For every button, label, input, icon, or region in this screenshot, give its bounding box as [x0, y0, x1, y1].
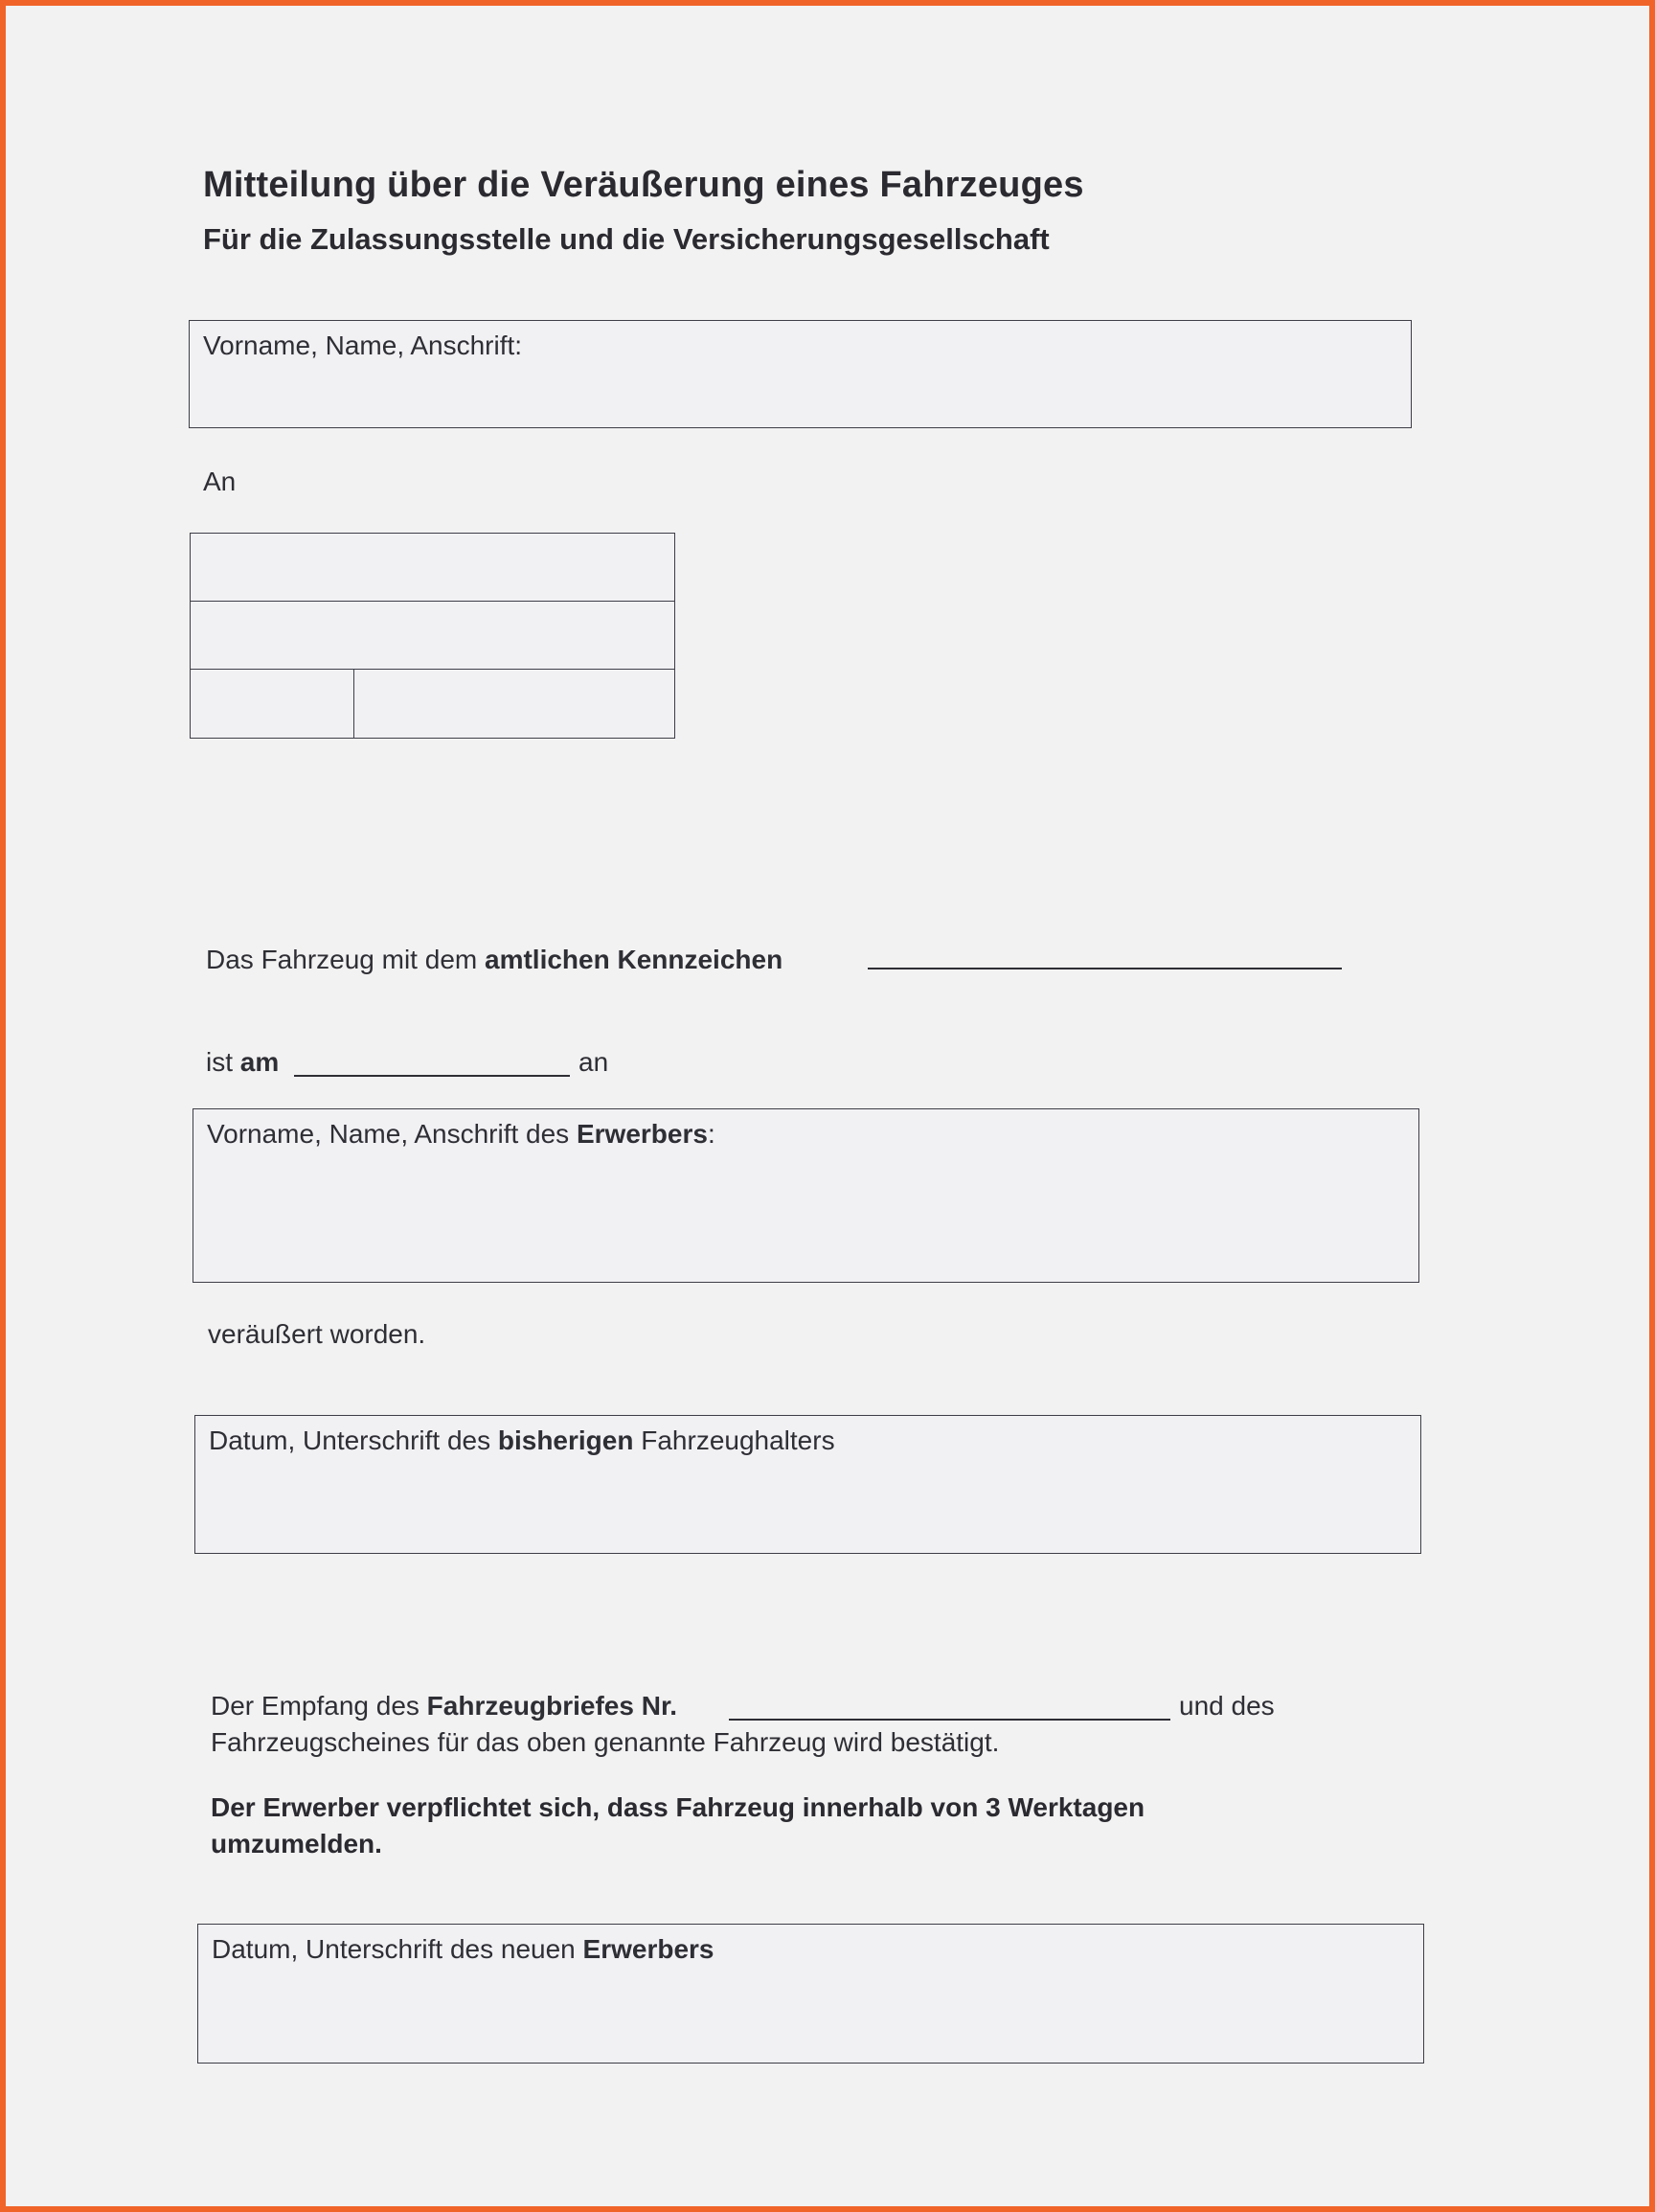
- seller-signature-label: Datum, Unterschrift des bisherigen Fahrzeughalters: [209, 1425, 835, 1455]
- sale-date-prefix: ist: [206, 1047, 240, 1077]
- recipient-label: An: [203, 467, 237, 496]
- obligation-line-1: Der Erwerber verpflichtet sich, dass Fahrzeug innerhalb von 3 Werktagen: [211, 1792, 1145, 1822]
- recipient-name-field[interactable]: [191, 534, 674, 602]
- sale-date-input-line[interactable]: [294, 1075, 570, 1077]
- recipient-address-grid: [190, 533, 675, 739]
- vehicle-plate-sentence: [206, 945, 782, 975]
- buyer-signature-field[interactable]: [197, 1924, 1424, 2064]
- receipt-line-1: Der Empfang des Fahrzeugbriefes Nr.: [211, 1691, 678, 1721]
- receipt-line-2: Fahrzeugscheines für das oben genannte Fahrzeug wird bestätigt.: [211, 1727, 1000, 1757]
- obligation-paragraph: [211, 1790, 1145, 1862]
- sale-date-bold: am: [239, 1047, 280, 1077]
- vehicle-plate-text: Das Fahrzeug mit dem: [206, 945, 485, 974]
- document-subtitle: Für die Zulassungsstelle und die Versicherungsgesellschaft: [203, 222, 1050, 256]
- recipient-street-field[interactable]: [191, 602, 674, 670]
- obligation-line-2: umzumelden.: [211, 1829, 382, 1859]
- vehicle-registration-number-input-line[interactable]: [729, 1719, 1170, 1721]
- sender-address-label: Vorname, Name, Anschrift:: [203, 331, 523, 360]
- license-plate-input-line[interactable]: [868, 968, 1342, 969]
- seller-signature-field[interactable]: [194, 1415, 1421, 1554]
- buyer-address-label: Vorname, Name, Anschrift des Erwerbers:: [207, 1119, 715, 1149]
- buyer-signature-label: Datum, Unterschrift des neuen Erwerbers: [212, 1934, 714, 1964]
- sender-address-field[interactable]: [189, 320, 1412, 428]
- recipient-city-row: [191, 670, 674, 738]
- sale-date-sentence: [206, 1047, 279, 1078]
- sale-date-suffix: an: [578, 1047, 609, 1077]
- vehicle-plate-bold: amtlichen Kennzeichen: [485, 945, 783, 974]
- recipient-city-field[interactable]: [354, 670, 674, 738]
- receipt-line-1-suffix: und des: [1179, 1691, 1275, 1721]
- recipient-postcode-field[interactable]: [191, 670, 354, 738]
- sold-text: veräußert worden.: [208, 1319, 426, 1349]
- document-title: Mitteilung über die Veräußerung eines Fahrzeuges: [203, 165, 1084, 205]
- buyer-address-field[interactable]: [193, 1108, 1419, 1283]
